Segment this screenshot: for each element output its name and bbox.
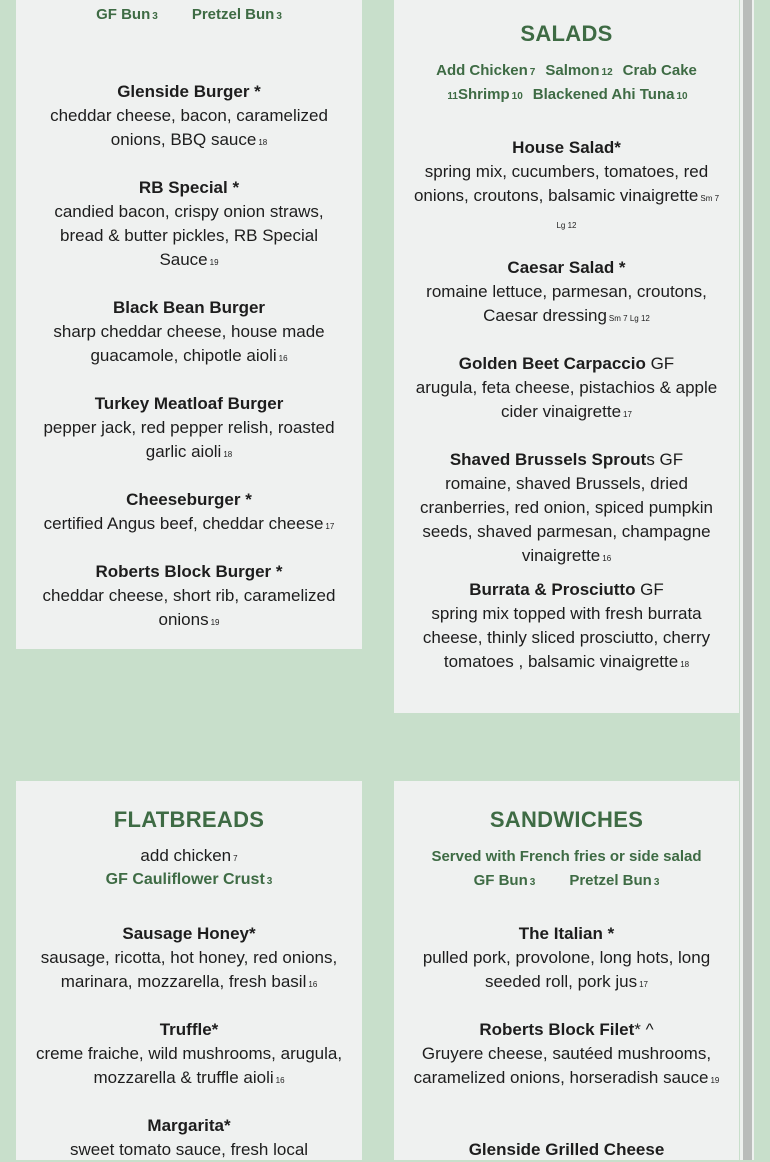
menu-item <box>32 392 346 467</box>
menu-item <box>410 256 723 331</box>
addon-chicken: Add Chicken 7 <box>436 62 536 79</box>
menu-item <box>32 560 346 635</box>
item-price: 18 <box>258 138 268 147</box>
item-price: 16 <box>275 1076 285 1085</box>
item-name: Turkey Meatloaf Burger <box>94 394 284 413</box>
section-title: FLATBREADS <box>113 807 265 832</box>
menu-item <box>32 80 346 155</box>
section-title: SANDWICHES <box>489 807 644 832</box>
salad-addons-line-1 <box>394 59 739 85</box>
item-description: spring mix topped with fresh burrata cheese, thinly sliced prosciutto, cherry tomatoes , balsamic vinaigrette 18 <box>422 604 711 671</box>
menu-item <box>32 922 346 997</box>
item-price: Sm 7 Lg 12 <box>556 194 720 230</box>
item-price: 19 <box>210 618 220 627</box>
item-description: creme fraiche, wild mushrooms, arugula, mozzarella & truffle aioli 16 <box>35 1044 343 1087</box>
item-description: sharp cheddar cheese, house made guacamole, chipotle aioli 16 <box>53 322 325 365</box>
item-description: pulled pork, provolone, long hots, long seeded roll, pork jus 17 <box>422 948 711 991</box>
item-description: cheddar cheese, short rib, caramelized onions 19 <box>42 586 336 629</box>
item-name: Glenside Burger * <box>117 82 261 101</box>
gf-bun-option: GF Bun 3 <box>96 6 158 23</box>
menu-item <box>32 176 346 275</box>
item-name: Roberts Block Filet* ^ <box>479 1020 654 1039</box>
item-name: Sausage Honey* <box>122 924 256 943</box>
menu-item <box>32 296 346 371</box>
item-price: 17 <box>639 980 649 989</box>
menu-item <box>32 1114 346 1162</box>
salad-addons-line-2 <box>394 83 739 109</box>
item-name: Black Bean Burger <box>112 298 266 317</box>
item-name: House Salad* <box>512 138 621 157</box>
item-description: spring mix, cucumbers, tomatoes, red onions, croutons, balsamic vinaigrette Sm 7 Lg 12 <box>413 162 720 230</box>
menu-item <box>410 1018 723 1093</box>
price: 3 <box>276 11 282 22</box>
item-description: pepper jack, red pepper relish, roasted garlic aioli 18 <box>43 418 335 461</box>
section-title: SALADS <box>520 21 613 46</box>
pretzel-bun-option: Pretzel Bun 3 <box>191 6 282 23</box>
item-price: 17 <box>325 522 335 531</box>
item-name: Truffle* <box>159 1020 219 1039</box>
item-price: 16 <box>602 554 612 563</box>
item-name: Burrata & Prosciutto GF <box>469 580 664 599</box>
item-price: 18 <box>680 660 690 669</box>
item-description: certified Angus beef, cheddar cheese 17 <box>43 514 335 533</box>
menu-item <box>410 922 723 997</box>
burgers-panel <box>16 0 362 649</box>
item-description: romaine lettuce, parmesan, croutons, Caesar dressing Sm 7 Lg 12 <box>426 282 707 325</box>
item-description: cheddar cheese, bacon, caramelized onions, BBQ sauce 18 <box>50 106 328 149</box>
gf-bun-option: GF Bun 3 <box>473 872 536 889</box>
add-chicken-line: add chicken 7 <box>140 846 238 865</box>
served-with-note: Served with French fries or side salad <box>431 848 702 865</box>
sandwich-bun-options <box>394 869 739 895</box>
addon-shrimp: 11Shrimp 10 <box>447 86 523 103</box>
item-price: 19 <box>209 258 219 267</box>
addon-ahi-tuna: Blackened Ahi Tuna 10 <box>532 86 688 103</box>
menu-item <box>410 136 723 238</box>
item-price: 16 <box>308 980 318 989</box>
item-price: Sm 7 Lg 12 <box>608 314 650 323</box>
item-description: romaine, shaved Brussels, dried cranberries, red onion, spiced pumpkin seeds, shaved parmesan, champagne vinaigrette 16 <box>420 474 713 565</box>
item-name: Caesar Salad * <box>507 258 626 277</box>
addon-crab-cake: Crab Cake <box>622 62 697 79</box>
item-price: 19 <box>710 1076 720 1085</box>
item-description: sausage, ricotta, hot honey, red onions, marinara, mozzarella, fresh basil 16 <box>40 948 338 991</box>
burger-bun-options <box>16 3 362 29</box>
addon-salmon: Salmon 12 <box>545 62 613 79</box>
item-description: Gruyere cheese, sautéed mushrooms, caramelized onions, horseradish sauce 19 <box>413 1044 720 1087</box>
item-description: arugula, feta cheese, pistachios & apple cider vinaigrette 17 <box>415 378 718 421</box>
menu-item <box>410 352 723 427</box>
menu-item <box>32 1018 346 1093</box>
item-price: 16 <box>278 354 288 363</box>
item-description: sweet tomato sauce, fresh local <box>69 1140 309 1159</box>
item-name: Glenside Grilled Cheese <box>468 1140 665 1159</box>
gf-crust-line: GF Cauliflower Crust 3 <box>105 871 273 888</box>
item-name: Roberts Block Burger * <box>95 562 283 581</box>
scrollbar-thumb[interactable] <box>743 0 752 1160</box>
menu-item <box>410 448 723 571</box>
item-name: Golden Beet Carpaccio GF <box>458 354 675 373</box>
menu-item <box>410 578 723 677</box>
pretzel-bun-option: Pretzel Bun 3 <box>569 872 660 889</box>
menu-item <box>32 488 346 539</box>
flatbreads-panel <box>16 781 362 1160</box>
item-name: Margarita* <box>147 1116 231 1135</box>
page-scrollbar[interactable] <box>740 0 754 1160</box>
salads-panel <box>394 0 739 713</box>
price: 3 <box>152 11 158 22</box>
item-name: RB Special * <box>138 178 240 197</box>
sandwiches-panel <box>394 781 739 1160</box>
item-name: The Italian * <box>518 924 615 943</box>
item-name: Shaved Brussels Sprouts GF <box>449 450 684 469</box>
menu-item <box>410 1138 723 1162</box>
item-price: 18 <box>223 450 233 459</box>
item-price: 17 <box>623 410 632 419</box>
item-name: Cheeseburger * <box>126 490 252 509</box>
item-description: candied bacon, crispy onion straws, bread & butter pickles, RB Special Sauce 19 <box>54 202 324 269</box>
